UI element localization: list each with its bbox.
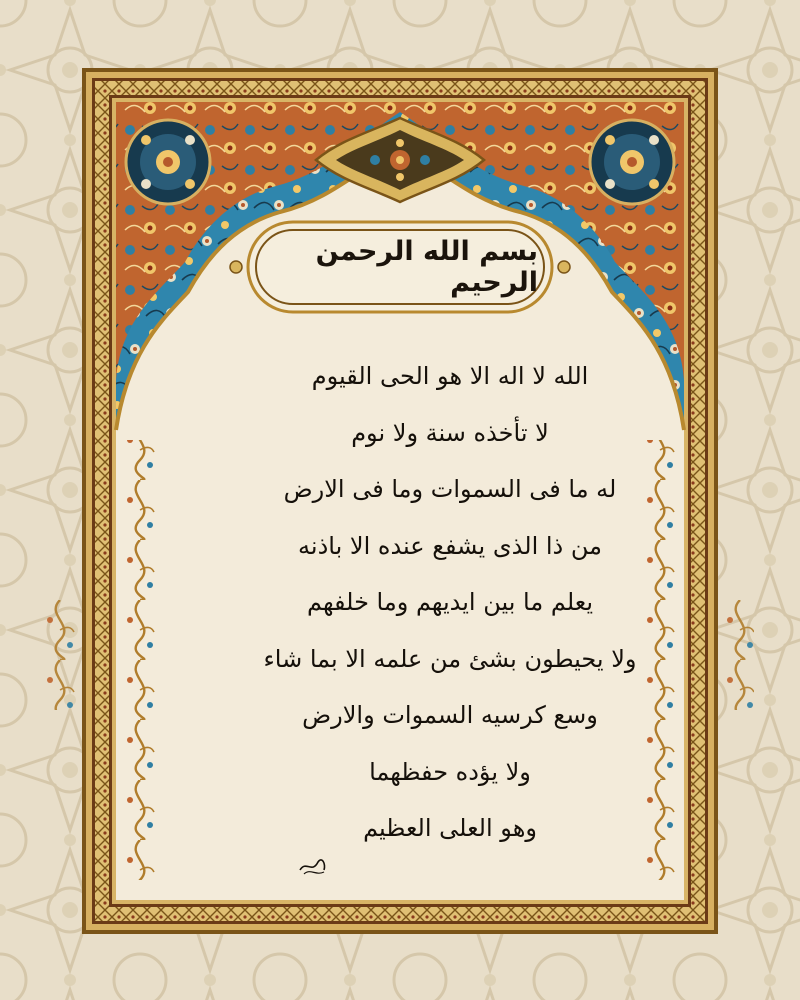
floral-corner-right-icon bbox=[590, 120, 674, 204]
verse-line: الله لا اله الا هو الحى القيوم bbox=[311, 362, 589, 391]
verse-line: وهو العلى العظيم bbox=[363, 814, 537, 843]
verse-line: من ذا الذى يشفع عنده الا باذنه bbox=[298, 531, 602, 560]
verse-line: يعلم ما بين ايديهم وما خلفهم bbox=[306, 588, 594, 617]
verse-line: له ما فى السموات وما فى الارض bbox=[283, 475, 617, 504]
verse-line: لا تأخذه سنة ولا نوم bbox=[351, 418, 549, 447]
verse-line: ولا يؤده حفظهما bbox=[369, 757, 531, 786]
left-vine-ornament bbox=[120, 440, 162, 880]
basmala-text: بسم الله الرحمن الرحيم bbox=[315, 236, 538, 298]
floral-corner-left-icon bbox=[126, 120, 210, 204]
calligrapher-signature-icon bbox=[298, 852, 328, 878]
verse-line: ولا يحيطون بشئ من علمه الا بما شاء bbox=[263, 644, 637, 673]
right-vine-ornament bbox=[638, 440, 680, 880]
verses-block bbox=[263, 348, 637, 857]
verse-line: وسع كرسيه السموات والارض bbox=[302, 701, 598, 730]
